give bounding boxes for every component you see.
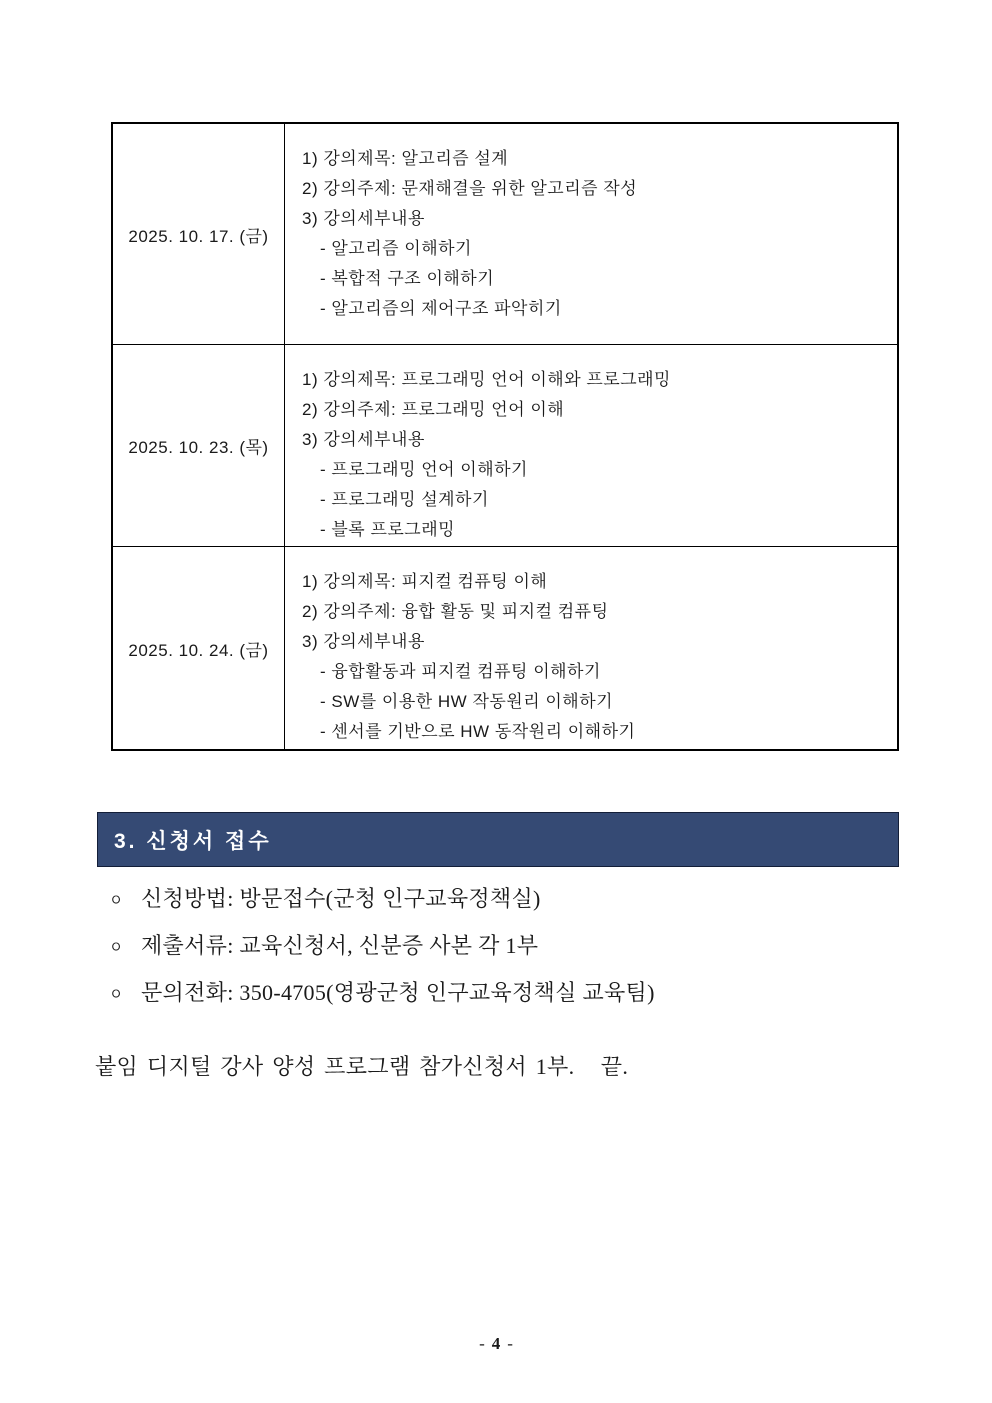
list-item bbox=[106, 931, 906, 978]
lecture-title-line: 1) 강의제목: 알고리즘 설계 bbox=[302, 149, 509, 168]
lecture-subitem-line: - 복합적 구조 이해하기 bbox=[320, 269, 495, 288]
list-item bbox=[106, 884, 906, 931]
lecture-detail-cell bbox=[285, 345, 897, 546]
application-method-text: 신청방법: 방문접수(군청 인구교육정책실) bbox=[141, 886, 541, 911]
page-number bbox=[0, 1334, 992, 1354]
required-documents-text: 제출서류: 교육신청서, 신분증 사본 각 1부 bbox=[141, 933, 539, 958]
contact-phone-text: 문의전화: 350-4705(영광군청 인구교육정책실 교육팀) bbox=[141, 980, 655, 1005]
lecture-detail-cell bbox=[285, 547, 897, 749]
lecture-subitem-line: - 프로그래밍 설계하기 bbox=[320, 490, 489, 509]
lecture-title-line: 1) 강의제목: 프로그래밍 언어 이해와 프로그래밍 bbox=[302, 370, 671, 389]
attachment-note: 붙임 디지털 강사 양성 프로그램 참가신청서 1부. 끝. bbox=[95, 1054, 629, 1079]
lecture-detail-line: 3) 강의세부내용 bbox=[302, 209, 425, 228]
lecture-topic-line: 2) 강의주제: 문재해결을 위한 알고리즘 작성 bbox=[302, 179, 638, 198]
lecture-subitem-line: - SW를 이용한 HW 작동원리 이해하기 bbox=[320, 692, 614, 711]
lecture-subitem-line: - 알고리즘의 제어구조 파악히기 bbox=[320, 299, 562, 318]
lecture-topic-line: 2) 강의주제: 융합 활동 및 피지컬 컴퓨팅 bbox=[302, 602, 609, 621]
lecture-detail-cell bbox=[285, 124, 897, 344]
circle-bullet-icon: ㅇ bbox=[109, 938, 123, 957]
circle-bullet-icon: ㅇ bbox=[109, 985, 123, 1004]
lecture-subitem-line: - 센서를 기반으로 HW 동작원리 이해하기 bbox=[320, 722, 636, 741]
lecture-subitem-line: - 블록 프로그래밍 bbox=[320, 520, 456, 539]
list-item bbox=[106, 978, 906, 1025]
lecture-subitem-line: - 융합활동과 피지컬 컴퓨팅 이해하기 bbox=[320, 662, 601, 681]
page-number-dash: - bbox=[479, 1334, 485, 1353]
table-row bbox=[113, 344, 897, 546]
lecture-title-line: 1) 강의제목: 피지컬 컴퓨팅 이해 bbox=[302, 572, 548, 591]
table-row bbox=[113, 546, 897, 749]
lecture-date-cell: 2025. 10. 17. (금) bbox=[113, 124, 285, 344]
section-header-bar bbox=[97, 812, 899, 867]
lecture-date-cell: 2025. 10. 23. (목) bbox=[113, 345, 285, 546]
page-number-value: 4 bbox=[491, 1334, 501, 1353]
lecture-detail-line: 3) 강의세부내용 bbox=[302, 430, 425, 449]
page-number-dash: - bbox=[507, 1334, 513, 1353]
lecture-topic-line: 2) 강의주제: 프로그래밍 언어 이해 bbox=[302, 400, 565, 419]
section-title: 3. 신청서 접수 bbox=[114, 829, 272, 853]
lecture-date-cell: 2025. 10. 24. (금) bbox=[113, 547, 285, 749]
circle-bullet-icon: ㅇ bbox=[109, 891, 123, 910]
lecture-subitem-line: - 프로그래밍 언어 이해하기 bbox=[320, 460, 528, 479]
lecture-subitem-line: - 알고리즘 이해하기 bbox=[320, 239, 472, 258]
table-row bbox=[113, 124, 897, 344]
lecture-schedule-table bbox=[111, 122, 899, 751]
application-info-list bbox=[106, 884, 906, 1025]
lecture-detail-line: 3) 강의세부내용 bbox=[302, 632, 425, 651]
